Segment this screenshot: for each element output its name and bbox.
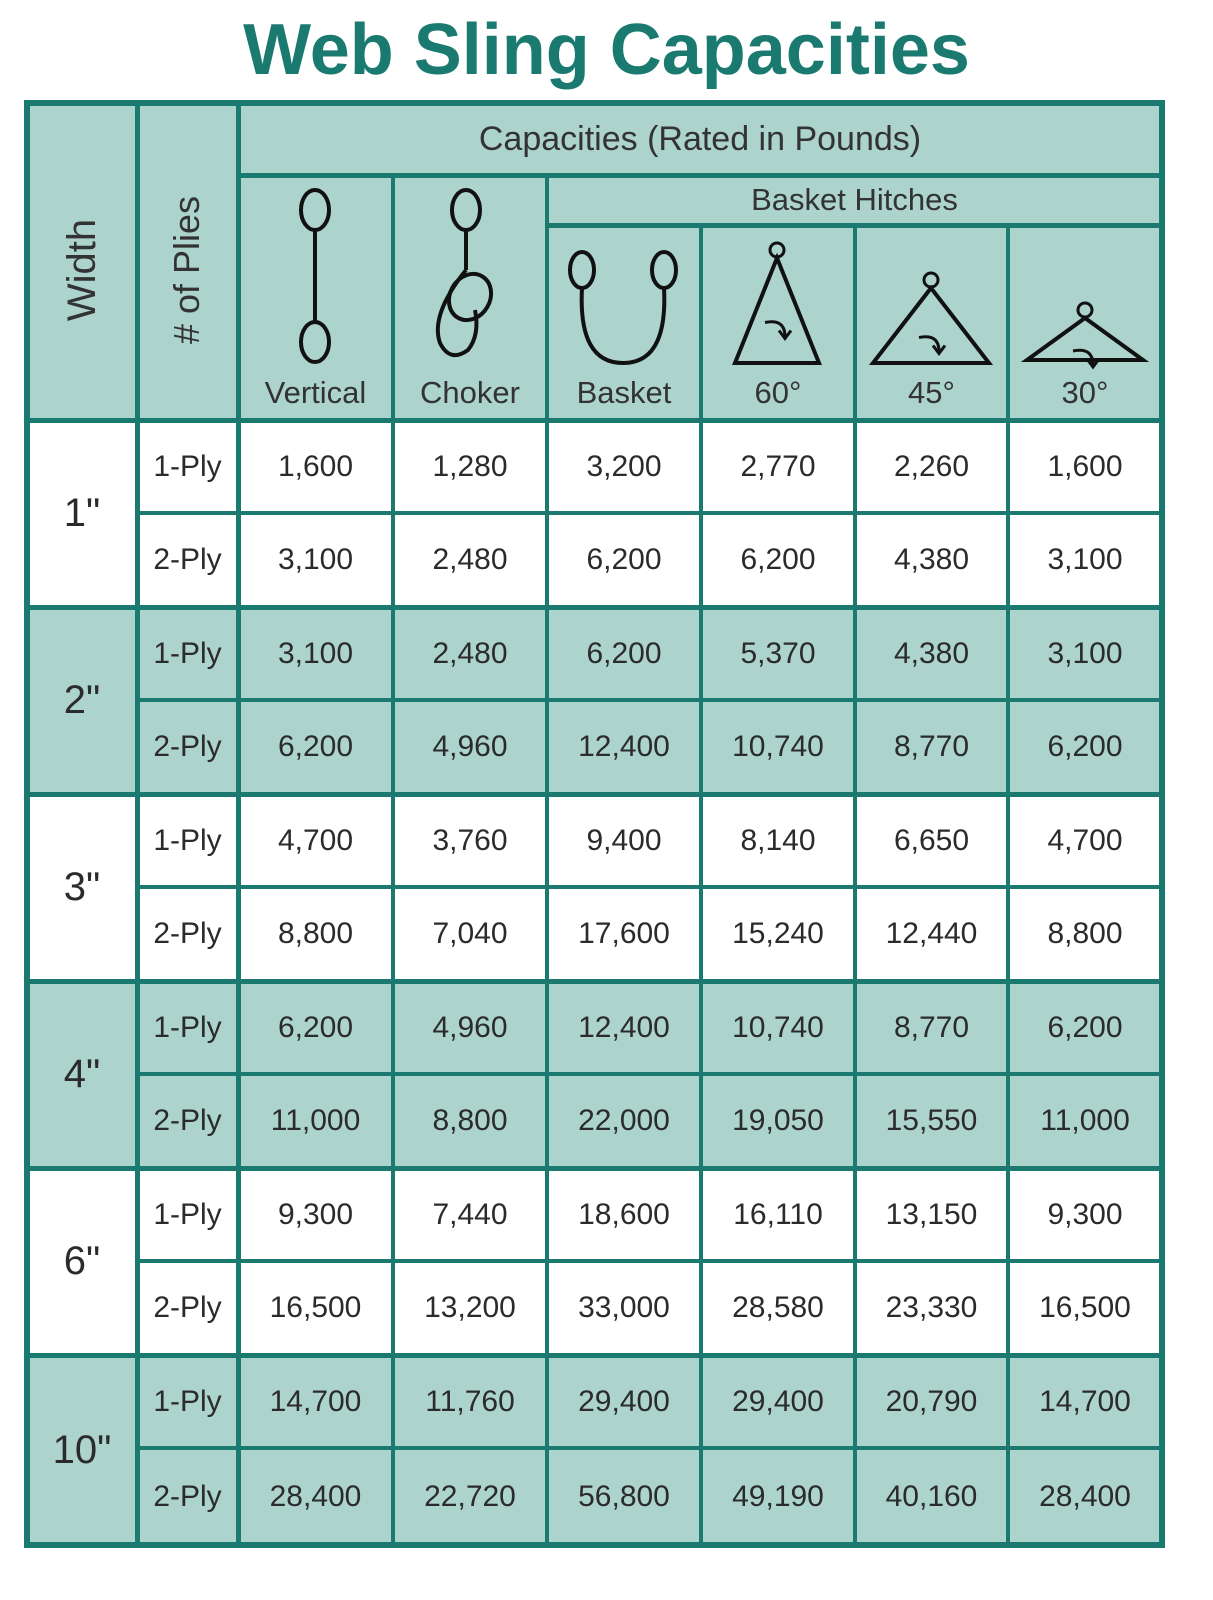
capacity-cell: 7,440 xyxy=(432,1197,508,1231)
ply-label: 2-Ply xyxy=(153,1104,222,1137)
capacity-cell: 8,800 xyxy=(432,1104,508,1137)
capacity-cell: 4,380 xyxy=(893,543,970,576)
capacity-cell: 17,600 xyxy=(578,917,670,950)
capacity-cell: 14,700 xyxy=(269,1384,362,1418)
capacity-cell: 19,050 xyxy=(732,1104,824,1137)
column-label-basket-hitch: Basket xyxy=(576,374,672,410)
basket-hitches-header: Basket Hitches xyxy=(751,182,958,217)
capacity-cell: 8,140 xyxy=(740,823,816,857)
capacity-cell: 9,300 xyxy=(1047,1197,1123,1231)
capacity-cell: 28,580 xyxy=(732,1291,824,1324)
capacity-cell: 3,200 xyxy=(586,449,662,483)
ply-label: 2-Ply xyxy=(153,730,222,763)
column-label-choker-hitch: Choker xyxy=(420,374,520,410)
page-title: Web Sling Capacities xyxy=(243,10,970,90)
capacity-cell: 11,000 xyxy=(270,1104,361,1137)
capacity-cell: 6,200 xyxy=(277,730,354,763)
capacity-cell: 9,300 xyxy=(277,1197,354,1231)
capacity-cell: 8,800 xyxy=(277,917,354,950)
capacity-cell: 56,800 xyxy=(578,1479,670,1513)
capacity-cell: 6,200 xyxy=(277,1010,354,1044)
capacity-cell: 40,160 xyxy=(885,1479,978,1513)
capacity-cell: 13,150 xyxy=(885,1197,978,1231)
column-label-basket-60-degree: 60° xyxy=(754,374,802,410)
capacity-cell: 2,770 xyxy=(740,449,816,483)
capacity-cell: 10,740 xyxy=(732,730,824,763)
capacity-cell: 4,700 xyxy=(1047,823,1123,857)
capacity-cell: 3,760 xyxy=(432,823,508,857)
vertical-hitch-icon xyxy=(290,185,340,365)
capacity-cell: 5,370 xyxy=(740,636,816,670)
ply-label: 1-Ply xyxy=(153,823,222,857)
capacity-cell: 22,720 xyxy=(424,1479,516,1513)
ply-label: 2-Ply xyxy=(153,917,222,950)
capacities-header: Capacities (Rated in Pounds) xyxy=(478,119,922,158)
capacity-cell: 8,770 xyxy=(893,730,970,763)
width-label: 10" xyxy=(52,1427,112,1472)
column-label-vertical-hitch: Vertical xyxy=(264,374,367,410)
column-label-basket-30-degree: 30° xyxy=(1061,374,1109,410)
capacity-cell: 4,960 xyxy=(432,1010,508,1044)
ply-label: 1-Ply xyxy=(153,1197,222,1231)
capacity-cell: 4,700 xyxy=(277,823,354,857)
width-label: 3" xyxy=(63,865,101,909)
capacity-cell: 1,600 xyxy=(277,449,354,483)
capacity-cell: 6,200 xyxy=(586,543,662,576)
width-label: 1" xyxy=(63,491,101,535)
capacity-cell: 12,400 xyxy=(578,1010,670,1044)
capacity-cell: 3,100 xyxy=(277,636,354,670)
capacity-cell: 10,740 xyxy=(732,1010,824,1044)
capacity-cell: 49,190 xyxy=(732,1479,824,1513)
capacity-cell: 6,200 xyxy=(1047,730,1123,763)
capacity-cell: 16,500 xyxy=(1039,1291,1131,1324)
capacity-cell: 33,000 xyxy=(578,1291,670,1324)
capacity-cell: 12,440 xyxy=(885,917,978,950)
capacity-cell: 6,200 xyxy=(586,636,662,670)
capacity-cell: 16,500 xyxy=(269,1291,362,1324)
capacity-cell: 6,200 xyxy=(1047,1010,1123,1044)
column-label-basket-45-degree: 45° xyxy=(908,374,955,410)
ply-label: 1-Ply xyxy=(153,1010,222,1044)
capacity-cell: 3,100 xyxy=(1047,636,1123,670)
ply-label: 1-Ply xyxy=(153,449,222,483)
width-label: 6" xyxy=(63,1239,101,1283)
capacity-cell: 6,200 xyxy=(740,543,816,576)
capacity-cell: 29,400 xyxy=(732,1384,824,1418)
capacity-cell: 3,100 xyxy=(1047,543,1123,576)
capacity-cell: 18,600 xyxy=(578,1197,670,1231)
capacity-cell: 29,400 xyxy=(578,1384,670,1418)
width-label: 2" xyxy=(63,678,101,722)
capacity-cell: 8,800 xyxy=(1047,917,1123,950)
ply-label: 2-Ply xyxy=(153,1291,222,1324)
ply-label: 2-Ply xyxy=(153,543,222,576)
capacity-cell: 28,400 xyxy=(269,1479,362,1513)
capacity-cell: 4,960 xyxy=(432,730,508,763)
capacity-cell: 22,000 xyxy=(578,1104,670,1137)
capacity-cell: 4,380 xyxy=(893,636,970,670)
capacity-cell: 11,760 xyxy=(425,1384,515,1418)
basket-hitch-icon xyxy=(566,245,686,365)
basket-30-degree-icon xyxy=(1020,230,1150,370)
capacity-cell: 28,400 xyxy=(1039,1479,1131,1513)
capacity-cell: 15,550 xyxy=(885,1104,978,1137)
capacity-cell: 1,280 xyxy=(432,449,508,483)
capacity-cell: 2,480 xyxy=(432,636,508,670)
capacity-cell: 6,650 xyxy=(893,823,970,857)
capacity-cell: 8,770 xyxy=(893,1010,970,1044)
capacity-cell: 15,240 xyxy=(732,917,824,950)
capacity-cell: 9,400 xyxy=(586,823,662,857)
capacity-cell: 3,100 xyxy=(277,543,354,576)
ply-label: 1-Ply xyxy=(153,1384,222,1418)
ply-label: 2-Ply xyxy=(153,1479,222,1513)
capacity-cell: 23,330 xyxy=(885,1291,978,1324)
capacity-cell: 20,790 xyxy=(885,1384,978,1418)
plies-header: # of Plies xyxy=(166,195,207,345)
capacity-cell: 16,110 xyxy=(733,1197,823,1231)
choker-hitch-icon xyxy=(420,185,510,365)
capacity-cell: 2,480 xyxy=(432,543,508,576)
capacity-cell: 13,200 xyxy=(424,1291,516,1324)
basket-45-degree-icon xyxy=(866,230,996,370)
capacity-cell: 14,700 xyxy=(1039,1384,1131,1418)
capacity-cell: 11,000 xyxy=(1040,1104,1130,1137)
width-header: Width xyxy=(59,218,104,322)
basket-60-degree-icon xyxy=(712,230,842,370)
capacity-cell: 2,260 xyxy=(893,449,970,483)
capacity-cell: 7,040 xyxy=(432,917,508,950)
capacity-cell: 12,400 xyxy=(578,730,670,763)
width-label: 4" xyxy=(63,1052,101,1096)
capacity-cell: 1,600 xyxy=(1047,449,1123,483)
ply-label: 1-Ply xyxy=(153,636,222,670)
